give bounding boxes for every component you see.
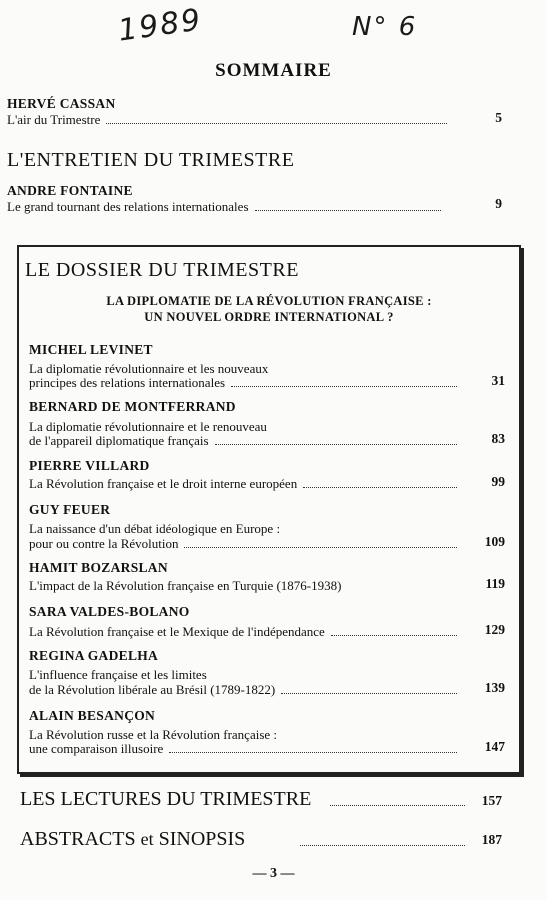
section-heading-abstracts[interactable]	[20, 828, 245, 851]
page-number: 109	[484, 534, 505, 549]
entry-title-line1: La naissance d'un débat idéologique en Europe :	[29, 521, 281, 536]
entry-title-line1: L'influence française et les limites	[29, 667, 207, 682]
page-number: 5	[495, 110, 502, 125]
dossier-subtitle-1: LA DIPLOMATIE DE LA RÉVOLUTION FRANÇAISE :	[106, 294, 432, 308]
dot-leader	[255, 210, 441, 211]
page-number: 119	[485, 576, 505, 591]
entry-title-line2: principes des relations internationales	[29, 375, 226, 390]
entry-title-line2: une comparaison illusoire	[29, 741, 164, 756]
toc-entry[interactable]	[29, 536, 463, 551]
entry-title-line1: La Révolution russe et la Révolution française :	[29, 727, 278, 742]
dot-leader	[184, 547, 457, 548]
entry-title: Le grand tournant des relations internationales	[7, 199, 249, 214]
toc-entry[interactable]	[29, 375, 463, 390]
page-title: SOMMAIRE	[215, 60, 332, 81]
dot-leader	[106, 123, 447, 124]
toc-entry[interactable]	[7, 112, 453, 127]
toc-entry[interactable]	[29, 741, 463, 756]
toc-entry[interactable]	[29, 578, 463, 593]
page-number: 147	[484, 739, 505, 754]
entry-title-line2: pour ou contre la Révolution	[29, 536, 179, 551]
toc-entry[interactable]	[29, 624, 463, 639]
page-number: 129	[484, 622, 505, 637]
page-number: 83	[491, 431, 505, 446]
entry-title: L'air du Trimestre	[7, 112, 101, 127]
entry-title: La Révolution française et le Mexique de l'indépendance	[29, 624, 325, 639]
toc-entry[interactable]	[29, 433, 463, 448]
toc-entry[interactable]	[29, 682, 463, 697]
handwritten-number: N° 6	[352, 12, 418, 42]
page-number: 31	[491, 373, 505, 388]
dot-leader	[331, 635, 457, 636]
section-heading-lectures[interactable]: LES LECTURES DU TRIMESTRE	[20, 788, 312, 810]
page-number: 157	[481, 793, 502, 808]
dot-leader	[231, 386, 457, 387]
entry-title-line2: de l'appareil diplomatique français	[29, 433, 209, 448]
entry-title-line1: La diplomatie révolutionnaire et le renouveau	[29, 419, 267, 434]
author-name: HERVÉ CASSAN	[7, 96, 116, 111]
dot-leader	[281, 693, 457, 694]
sinopsis-word: SINOPSIS	[158, 828, 246, 850]
page-number: 99	[491, 474, 505, 489]
page-footer: — 3 —	[252, 866, 295, 881]
entry-title: L'impact de la Révolution française en Turquie (1876-1938)	[29, 578, 342, 593]
page-number: 139	[484, 680, 505, 695]
dot-leader	[300, 845, 465, 846]
dot-leader	[169, 752, 457, 753]
entry-title: La Révolution française et le droit interne européen	[29, 476, 298, 491]
toc-entry[interactable]	[29, 476, 463, 491]
dot-leader	[215, 444, 457, 445]
abstracts-word: ABSTRACTS	[20, 828, 136, 850]
author-name: ANDRE FONTAINE	[7, 183, 133, 198]
dossier-subtitle-2: UN NOUVEL ORDRE INTERNATIONAL ?	[144, 310, 394, 324]
author-name: MICHEL LEVINET	[29, 342, 153, 357]
author-name: HAMIT BOZARSLAN	[29, 560, 168, 575]
author-name: SARA VALDES-BOLANO	[29, 604, 190, 619]
section-heading-entretien: L'ENTRETIEN DU TRIMESTRE	[7, 149, 295, 171]
section-heading-dossier: LE DOSSIER DU TRIMESTRE	[25, 259, 299, 281]
page-number: 187	[481, 832, 502, 847]
page-number: 9	[495, 196, 502, 211]
dossier-box	[17, 245, 521, 774]
entry-title-line1: La diplomatie révolutionnaire et les nouveaux	[29, 361, 269, 376]
handwritten-year: 1989	[115, 2, 205, 49]
entry-title-line2: de la Révolution libérale au Brésil (1789-1822)	[29, 682, 276, 697]
author-name: GUY FEUER	[29, 502, 111, 517]
et-word: et	[140, 829, 154, 849]
dot-leader	[330, 805, 465, 806]
author-name: BERNARD DE MONTFERRAND	[29, 399, 236, 414]
author-name: REGINA GADELHA	[29, 648, 159, 663]
dot-leader	[303, 487, 457, 488]
toc-entry[interactable]	[7, 199, 447, 214]
author-name: PIERRE VILLARD	[29, 458, 150, 473]
author-name: ALAIN BESANÇON	[29, 708, 156, 723]
